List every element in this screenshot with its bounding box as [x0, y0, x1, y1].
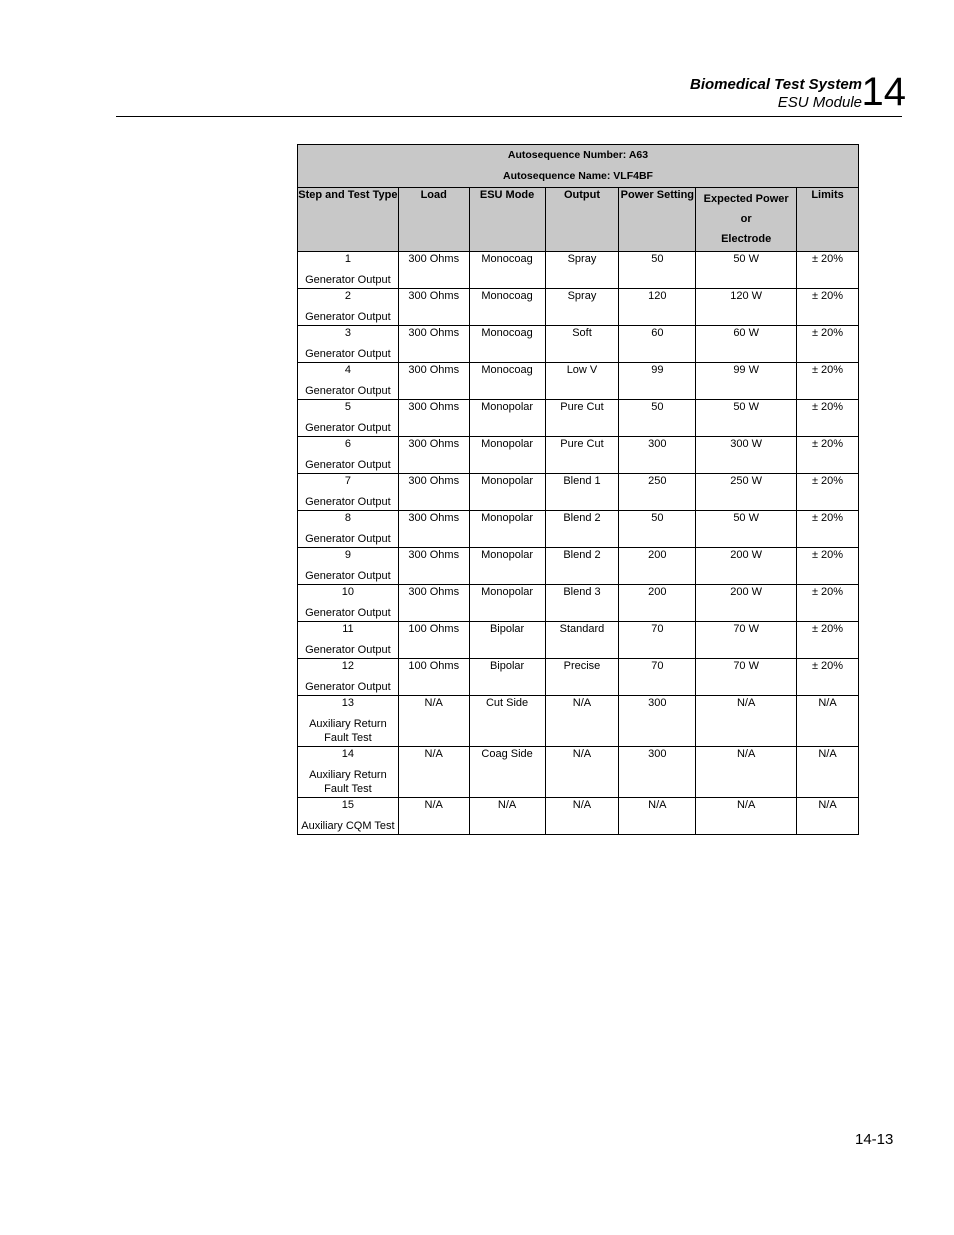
- cell-mode: Bipolar: [469, 622, 545, 659]
- cell-limits: ± 20%: [797, 252, 859, 289]
- cell-mode: Monopolar: [469, 437, 545, 474]
- cell-output: N/A: [545, 747, 619, 798]
- cell-expected: 50 W: [696, 252, 797, 289]
- cell-mode: Monopolar: [469, 474, 545, 511]
- cell-load: 300 Ohms: [398, 585, 469, 622]
- cell-load: 300 Ohms: [398, 548, 469, 585]
- cell-load: 100 Ohms: [398, 622, 469, 659]
- table-row: [298, 400, 859, 437]
- table-row: [298, 798, 859, 835]
- cell-expected: 200 W: [696, 548, 797, 585]
- step-type: Generator Output: [305, 681, 391, 693]
- step-number: 12: [341, 660, 355, 672]
- table-row: [298, 622, 859, 659]
- page-number: 14-13: [855, 1131, 894, 1148]
- cell-load: 100 Ohms: [398, 659, 469, 696]
- cell-expected: 120 W: [696, 289, 797, 326]
- cell-expected: 200 W: [696, 585, 797, 622]
- cell-output: Pure Cut: [545, 400, 619, 437]
- chapter-number: 14: [861, 70, 906, 114]
- table-row: [298, 437, 859, 474]
- cell-limits: N/A: [797, 798, 859, 835]
- cell-limits: ± 20%: [797, 622, 859, 659]
- step-type: Auxiliary CQM Test: [301, 820, 395, 832]
- cell-step: [298, 363, 399, 400]
- cell-limits: ± 20%: [797, 548, 859, 585]
- cell-load: 300 Ohms: [398, 326, 469, 363]
- cell-expected: 60 W: [696, 326, 797, 363]
- cell-power: 99: [619, 363, 696, 400]
- cell-expected: 300 W: [696, 437, 797, 474]
- col-header-step: Step and Test Type: [298, 188, 399, 252]
- cell-power: 300: [619, 437, 696, 474]
- autosequence-name: Autosequence Name: VLF4BF: [503, 170, 653, 182]
- cell-mode: Monopolar: [469, 511, 545, 548]
- cell-step: [298, 326, 399, 363]
- table-row: [298, 474, 859, 511]
- cell-limits: ± 20%: [797, 400, 859, 437]
- cell-expected: 250 W: [696, 474, 797, 511]
- cell-load: 300 Ohms: [398, 400, 469, 437]
- step-number: 9: [344, 549, 351, 561]
- cell-expected: 50 W: [696, 511, 797, 548]
- cell-power: 200: [619, 585, 696, 622]
- col-header-mode: ESU Mode: [469, 188, 545, 252]
- cell-step: [298, 585, 399, 622]
- cell-output: Blend 2: [545, 548, 619, 585]
- cell-mode: Coag Side: [469, 747, 545, 798]
- col-header-power: Power Setting: [619, 188, 696, 252]
- cell-output: Blend 3: [545, 585, 619, 622]
- table-row: [298, 326, 859, 363]
- cell-output: N/A: [545, 798, 619, 835]
- col-header-limits: Limits: [797, 188, 859, 252]
- cell-limits: ± 20%: [797, 474, 859, 511]
- cell-load: N/A: [398, 747, 469, 798]
- cell-step: [298, 696, 399, 747]
- step-type: Generator Output: [305, 274, 391, 286]
- cell-load: 300 Ohms: [398, 511, 469, 548]
- cell-step: [298, 747, 399, 798]
- cell-power: 50: [619, 511, 696, 548]
- table-body: [298, 252, 859, 835]
- cell-limits: ± 20%: [797, 585, 859, 622]
- cell-load: N/A: [398, 696, 469, 747]
- table-row: [298, 585, 859, 622]
- step-number: 15: [341, 799, 355, 811]
- cell-power: 250: [619, 474, 696, 511]
- step-type: Generator Output: [305, 385, 391, 397]
- header-title: Biomedical Test System: [689, 76, 862, 93]
- cell-load: N/A: [398, 798, 469, 835]
- cell-load: 300 Ohms: [398, 363, 469, 400]
- cell-output: Blend 1: [545, 474, 619, 511]
- table-row: [298, 252, 859, 289]
- cell-limits: ± 20%: [797, 363, 859, 400]
- cell-power: 50: [619, 400, 696, 437]
- autosequence-number: Autosequence Number: A63: [507, 149, 649, 161]
- header-subtitle: ESU Module: [777, 94, 862, 111]
- col-header-output: Output: [545, 188, 619, 252]
- cell-power: 300: [619, 696, 696, 747]
- cell-load: 300 Ohms: [398, 437, 469, 474]
- cell-mode: Monocoag: [469, 363, 545, 400]
- expected-line2: or: [740, 213, 752, 225]
- cell-output: Spray: [545, 252, 619, 289]
- step-number: 6: [344, 438, 351, 450]
- cell-limits: ± 20%: [797, 659, 859, 696]
- step-number: 2: [344, 290, 351, 302]
- cell-load: 300 Ohms: [398, 252, 469, 289]
- step-type: Generator Output: [305, 348, 391, 360]
- step-type: Generator Output: [305, 422, 391, 434]
- cell-mode: Monocoag: [469, 289, 545, 326]
- cell-step: [298, 474, 399, 511]
- cell-expected: N/A: [696, 798, 797, 835]
- cell-power: 200: [619, 548, 696, 585]
- cell-expected: 50 W: [696, 400, 797, 437]
- autosequence-table: [297, 144, 859, 835]
- step-type: Generator Output: [305, 533, 391, 545]
- cell-mode: Monopolar: [469, 548, 545, 585]
- cell-load: 300 Ohms: [398, 474, 469, 511]
- cell-limits: ± 20%: [797, 289, 859, 326]
- cell-limits: ± 20%: [797, 437, 859, 474]
- cell-limits: ± 20%: [797, 326, 859, 363]
- step-number: 14: [341, 748, 355, 760]
- step-type: Generator Output: [305, 459, 391, 471]
- header-text: [690, 76, 862, 112]
- cell-expected: 99 W: [696, 363, 797, 400]
- step-number: 13: [341, 697, 355, 709]
- page-header: [116, 70, 906, 117]
- cell-output: Precise: [545, 659, 619, 696]
- cell-step: [298, 548, 399, 585]
- table-row: [298, 548, 859, 585]
- cell-output: Spray: [545, 289, 619, 326]
- cell-power: 70: [619, 622, 696, 659]
- table-row: [298, 747, 859, 798]
- cell-power: 50: [619, 252, 696, 289]
- cell-step: [298, 511, 399, 548]
- cell-output: Pure Cut: [545, 437, 619, 474]
- cell-step: [298, 798, 399, 835]
- step-number: 11: [342, 623, 354, 635]
- cell-output: Blend 2: [545, 511, 619, 548]
- step-type: Auxiliary Return Fault Test: [309, 769, 387, 795]
- cell-output: Standard: [545, 622, 619, 659]
- cell-limits: N/A: [797, 747, 859, 798]
- cell-load: 300 Ohms: [398, 289, 469, 326]
- cell-expected: N/A: [696, 696, 797, 747]
- cell-step: [298, 437, 399, 474]
- cell-step: [298, 252, 399, 289]
- step-type: Generator Output: [305, 644, 391, 656]
- step-number: 7: [344, 475, 351, 487]
- column-header-row: [298, 188, 859, 252]
- cell-limits: N/A: [797, 696, 859, 747]
- cell-mode: Monocoag: [469, 252, 545, 289]
- table-row: [298, 511, 859, 548]
- expected-line1: Expected Power: [703, 193, 789, 205]
- step-number: 5: [344, 401, 351, 413]
- cell-step: [298, 400, 399, 437]
- cell-power: 70: [619, 659, 696, 696]
- cell-step: [298, 289, 399, 326]
- table-row: [298, 659, 859, 696]
- step-number: 4: [344, 364, 351, 376]
- cell-output: N/A: [545, 696, 619, 747]
- table-title: [298, 145, 859, 188]
- cell-mode: Monopolar: [469, 585, 545, 622]
- step-type: Generator Output: [305, 496, 391, 508]
- cell-mode: N/A: [469, 798, 545, 835]
- expected-line3: Electrode: [721, 233, 772, 245]
- table-row: [298, 696, 859, 747]
- cell-step: [298, 659, 399, 696]
- cell-power: 120: [619, 289, 696, 326]
- cell-power: 300: [619, 747, 696, 798]
- cell-mode: Bipolar: [469, 659, 545, 696]
- step-number: 3: [344, 327, 351, 339]
- step-number: 1: [344, 253, 351, 265]
- table-row: [298, 363, 859, 400]
- cell-mode: Monocoag: [469, 326, 545, 363]
- cell-mode: Monopolar: [469, 400, 545, 437]
- cell-expected: 70 W: [696, 622, 797, 659]
- step-type: Generator Output: [305, 311, 391, 323]
- cell-expected: N/A: [696, 747, 797, 798]
- col-header-load: Load: [398, 188, 469, 252]
- cell-expected: 70 W: [696, 659, 797, 696]
- step-number: 10: [341, 586, 355, 598]
- cell-output: Soft: [545, 326, 619, 363]
- step-type: Generator Output: [305, 607, 391, 619]
- cell-output: Low V: [545, 363, 619, 400]
- cell-mode: Cut Side: [469, 696, 545, 747]
- table-row: [298, 289, 859, 326]
- step-number: 8: [344, 512, 351, 524]
- step-type: Generator Output: [305, 570, 391, 582]
- cell-power: 60: [619, 326, 696, 363]
- cell-limits: ± 20%: [797, 511, 859, 548]
- col-header-expected: [696, 188, 797, 252]
- step-type: Auxiliary Return Fault Test: [309, 718, 387, 744]
- cell-step: [298, 622, 399, 659]
- cell-power: N/A: [619, 798, 696, 835]
